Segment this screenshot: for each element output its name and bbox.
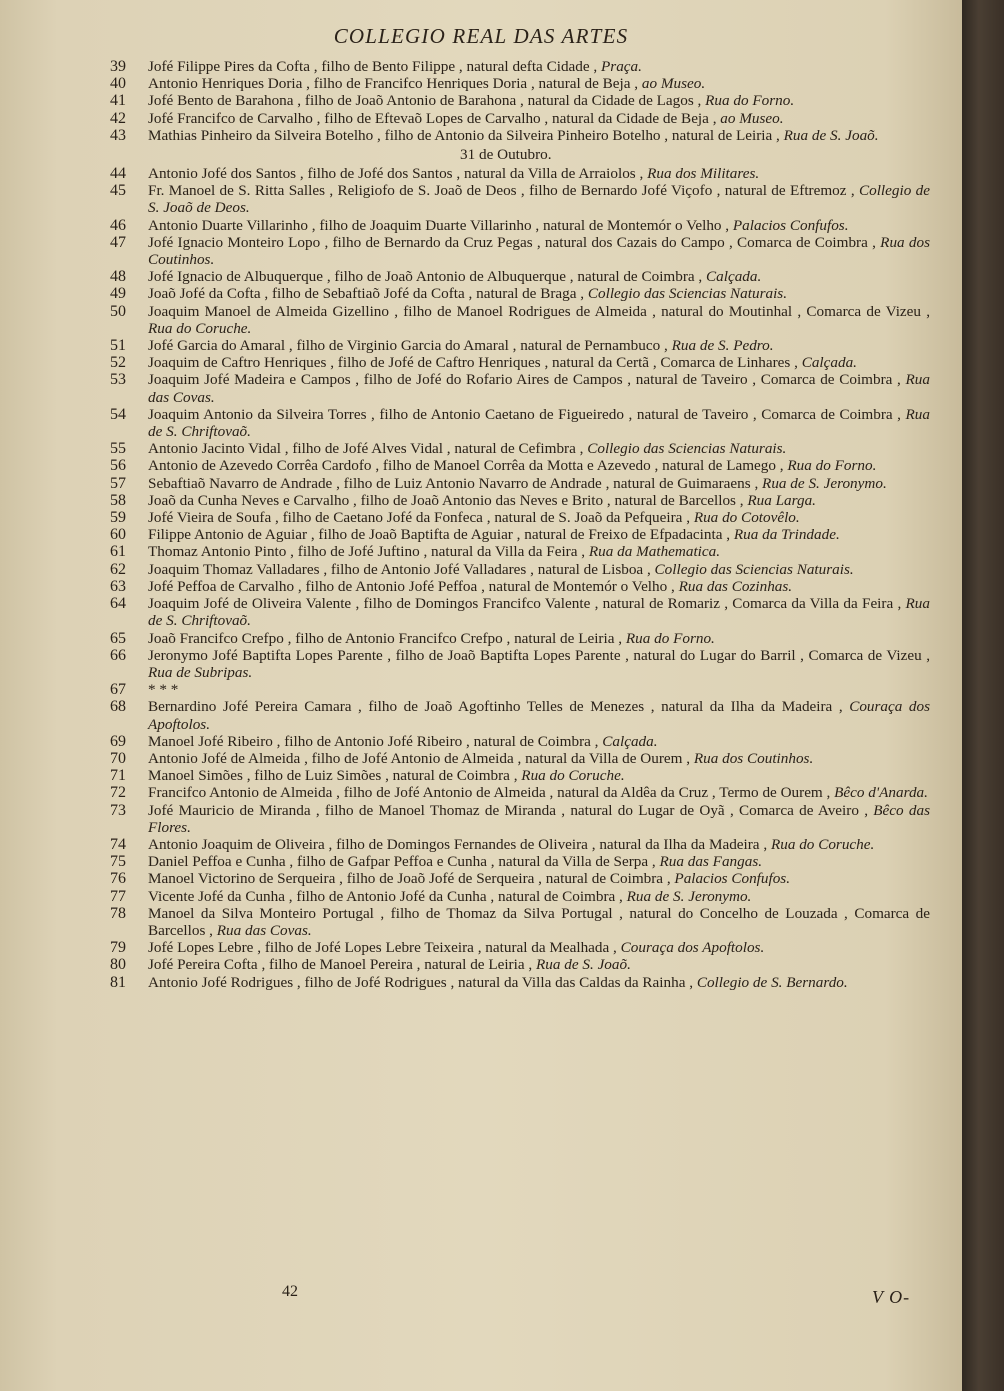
entry-description: Manoel Victorino de Serqueira , filho de Joaõ Jofé de Serqueira , natural de Coimbra , — [148, 870, 675, 888]
entry-number: 51 — [110, 337, 126, 355]
entry-address: Calçada. — [602, 732, 658, 750]
entry-number: 46 — [110, 216, 126, 234]
entry-number: 50 — [110, 302, 126, 320]
entry-address: Bêco d'Anarda. — [834, 784, 928, 802]
entry-address: Rua de S. Jeronymo. — [762, 474, 887, 492]
entry-number: 72 — [110, 784, 126, 802]
entry-text — [148, 371, 930, 405]
entry-description: Manoel Jofé Ribeiro , filho de Antonio Jofé Ribeiro , natural de Coimbra , — [148, 732, 603, 750]
entry-text — [148, 127, 930, 144]
register-entry — [110, 802, 930, 836]
entry-address: Rua de S. Jeronymo. — [626, 887, 752, 905]
entry-description: Jofé Ignacio de Albuquerque , filho de Joaõ Antonio de Albuquerque , natural de Coimbra , — [148, 268, 707, 286]
entry-text — [148, 303, 930, 337]
entry-description: Antonio Jofé dos Santos , filho de Jofé dos Santos , natural da Villa de Arraiolos , — [148, 165, 648, 183]
entry-description: Antonio Duarte Villarinho , filho de Joaquim Duarte Villarinho , natural de Montemór o Velho , — [148, 216, 733, 234]
entry-address: Bêco das Flores. — [148, 801, 930, 836]
entry-number: 81 — [110, 973, 126, 991]
page-header: COLLEGIO REAL DAS ARTES — [333, 24, 629, 48]
entry-number: 44 — [110, 165, 126, 183]
register-entry — [110, 234, 930, 268]
register-entry — [110, 767, 930, 784]
entry-text — [148, 217, 930, 234]
entry-number: 78 — [110, 904, 126, 922]
entry-description: Antonio de Azevedo Corrêa Cardofo , filho de Manoel Corrêa da Motta e Azevedo , natural de Lamego , — [148, 457, 788, 475]
entry-text — [148, 733, 930, 750]
register-entry — [110, 784, 930, 801]
entry-text — [148, 595, 930, 629]
entry-number: 39 — [110, 58, 126, 75]
entry-address: Collegio das Sciencias Naturais. — [654, 560, 854, 578]
entry-address: ao Museo. — [641, 75, 706, 93]
register-entry — [110, 543, 930, 560]
entry-description: Antonio Henriques Doria , filho de Francifco Henriques Doria , natural de Beja , — [148, 75, 642, 93]
page-number: 42 — [282, 1283, 298, 1300]
entry-description: Joaõ da Cunha Neves e Carvalho , filho de Joaõ Antonio das Neves e Brito , natural de Barcellos , — [148, 491, 748, 509]
entry-text — [148, 905, 930, 939]
register-entry — [110, 939, 930, 956]
register-entry — [110, 75, 930, 92]
entry-address: ao Museo. — [720, 109, 784, 127]
entry-address: Rua de S. Joaõ. — [783, 126, 879, 144]
entry-number: 48 — [110, 268, 126, 286]
register-entry — [110, 853, 930, 870]
entry-text — [148, 784, 930, 801]
entry-number: 52 — [110, 354, 126, 372]
entry-address: Rua do Forno. — [787, 457, 877, 475]
entry-description: Joaquim Jofé de Oliveira Valente , filho de Domingos Francifco Valente , natural de Romariz , Comarca da Villa da Feira , — [148, 595, 906, 613]
register-entry — [110, 870, 930, 887]
entry-description: Fr. Manoel de S. Ritta Salles , Religiofo de S. Joaõ de Deos , filho de Bernardo Jofé Viçofo , natural de Eftremoz , — [148, 182, 859, 200]
entry-number: 43 — [110, 126, 126, 144]
entry-address: Rua da Trindade. — [733, 526, 840, 544]
entry-address: Rua do Coruche. — [521, 767, 625, 785]
entry-number: 62 — [110, 560, 126, 578]
entry-address: Rua das Covas. — [148, 371, 930, 406]
entry-description: Bernardino Jofé Pereira Camara , filho de Joaõ Agoftinho Telles de Menezes , natural da Ilha da Madeira , — [148, 698, 850, 716]
entry-number: 45 — [110, 182, 126, 200]
entry-text — [148, 853, 930, 870]
entry-description: Antonio Jofé de Almeida , filho de Jofé Antonio de Almeida , natural da Villa de Ourem , — [148, 749, 694, 767]
register-entry — [110, 354, 930, 371]
entry-text — [148, 561, 930, 578]
register-entry — [110, 974, 930, 991]
entry-address: Rua do Coruche. — [770, 835, 875, 853]
entry-address: Collegio de S. Joaõ de Deos. — [148, 182, 930, 217]
entry-description: Jofé Bento de Barahona , filho de Joaõ Antonio de Barahona , natural da Cidade de Lagos , — [148, 92, 706, 110]
entry-number: 67 — [110, 681, 126, 699]
entry-description: Jofé Filippe Pires da Cofta , filho de Bento Filippe , natural defta Cidade , — [148, 58, 601, 75]
entry-number: 53 — [110, 371, 126, 389]
entry-number: 47 — [110, 233, 126, 251]
entry-address: Rua do Forno. — [705, 92, 795, 110]
entry-description: Antonio Joaquim de Oliveira , filho de Domingos Fernandes de Oliveira , natural da Ilha da Madeira , — [148, 835, 771, 853]
entry-text — [148, 647, 930, 681]
register-entry — [110, 578, 930, 595]
entry-address: Rua das Fangas. — [659, 853, 763, 871]
entry-number: 61 — [110, 543, 126, 561]
entry-text — [148, 956, 930, 973]
entry-address: Rua do Cotovêlo. — [693, 509, 800, 527]
entry-address: Rua de S. Joaõ. — [535, 956, 631, 974]
entry-description: Jofé Ignacio Monteiro Lopo , filho de Bernardo da Cruz Pegas , natural dos Cazais do Campo , Comarca de Coimbra , — [148, 233, 881, 251]
entry-address: Rua de Subripas. — [148, 663, 253, 681]
entry-text — [148, 457, 930, 474]
entry-text — [148, 285, 930, 302]
entry-number: 65 — [110, 629, 126, 647]
register-entry — [110, 440, 930, 457]
entry-text — [148, 268, 930, 285]
entry-number: 55 — [110, 440, 126, 458]
entry-description: Manoel da Silva Monteiro Portugal , filho de Thomaz da Silva Portugal , natural do Concelho de Louzada , Comarca de Barcellos , — [148, 904, 930, 939]
register-entry — [110, 110, 930, 127]
entry-text — [148, 110, 930, 127]
register-entry — [110, 956, 930, 973]
entry-description: Joaquim Antonio da Silveira Torres , filho de Antonio Caetano de Figueiredo , natural de Taveiro , Comarca de Coimbra , — [148, 405, 906, 423]
register-entry — [110, 92, 930, 109]
register-entry — [110, 647, 930, 681]
register-entry — [110, 905, 930, 939]
entry-address: Collegio de S. Bernardo. — [696, 973, 848, 991]
entry-text — [148, 75, 930, 92]
entry-address: Collegio das Sciencias Naturais. — [587, 440, 787, 458]
book-spine — [962, 0, 1004, 1391]
catchword: V O- — [872, 1287, 911, 1307]
entry-description: Manoel Simões , filho de Luiz Simões , natural de Coimbra , — [148, 767, 522, 785]
entry-address: Calçada. — [801, 354, 857, 372]
entry-description: Thomaz Antonio Pinto , filho de Jofé Juftino , natural da Villa da Feira , — [148, 543, 589, 561]
entry-text — [148, 182, 930, 216]
register-entry — [110, 371, 930, 405]
entry-number: 59 — [110, 509, 126, 527]
entry-address: Rua dos Coutinhos. — [693, 749, 814, 767]
register-entry — [110, 475, 930, 492]
register-entry — [110, 285, 930, 302]
register-entry — [110, 165, 930, 182]
register-entry — [110, 58, 930, 75]
entry-text — [148, 888, 930, 905]
entry-address: Rua da Mathematica. — [588, 543, 721, 561]
entry-number: 56 — [110, 457, 126, 475]
entry-address: Rua do Forno. — [625, 629, 715, 647]
entry-number: 74 — [110, 835, 126, 853]
entry-description: Joaõ Francifco Crefpo , filho de Antonio Francifco Crefpo , natural de Leiria , — [148, 629, 626, 647]
register-entry — [110, 750, 930, 767]
entry-description: Sebaftiaõ Navarro de Andrade , filho de Luiz Antonio Navarro de Andrade , natural de Guimaraens , — [148, 474, 763, 492]
register-entry — [110, 836, 930, 853]
entry-address: Couraça dos Apoftolos. — [620, 939, 765, 957]
entry-number: 75 — [110, 853, 126, 871]
entry-text — [148, 681, 930, 698]
entry-description: Francifco Antonio de Almeida , filho de Jofé Antonio de Almeida , natural da Aldêa da Cruz , Termo de Ourem , — [148, 784, 835, 802]
register-entry — [110, 733, 930, 750]
entry-description: Jofé Vieira de Soufa , filho de Caetano Jofé da Fonfeca , natural de S. Joaõ da Pefqueira , — [148, 509, 694, 527]
register-entry — [110, 630, 930, 647]
date-heading: 31 de Outubro. — [460, 146, 552, 164]
entry-description: Joaõ Jofé da Cofta , filho de Sebaftiaõ Jofé da Cofta , natural de Braga , — [148, 285, 588, 303]
entry-description: Joaquim de Caftro Henriques , filho de Jofé de Caftro Henriques , natural da Certã , Comarca de Linhares , — [148, 354, 802, 372]
entry-text — [148, 630, 930, 647]
entry-address: Rua de S. Chriftovaõ. — [148, 405, 930, 441]
entry-address: Palacios Confufos. — [732, 216, 849, 234]
entry-description: Jeronymo Jofé Baptifta Lopes Parente , filho de Joaõ Baptifta Lopes Parente , natural do Lugar do Barril , Comarca de Vizeu , — [148, 646, 930, 664]
entry-number: 69 — [110, 732, 126, 750]
register-entry — [110, 698, 930, 732]
entry-number: 71 — [110, 767, 126, 785]
register-entry — [110, 303, 930, 337]
entry-number: 54 — [110, 405, 126, 423]
entry-text — [148, 509, 930, 526]
entry-description: Mathias Pinheiro da Silveira Botelho , filho de Antonio da Silveira Pinheiro Botelho , natural de Leiria , — [148, 126, 784, 144]
entry-address: Rua das Covas. — [216, 921, 312, 939]
entry-description: Joaquim Thomaz Valladares , filho de Antonio Jofé Valladares , natural de Lisboa , — [148, 560, 655, 578]
entry-text — [148, 750, 930, 767]
entry-description: Vicente Jofé da Cunha , filho de Antonio Jofé da Cunha , natural de Coimbra , — [148, 887, 627, 905]
entry-description: Jofé Garcia do Amaral , filho de Virginio Garcia do Amaral , natural de Pernambuco , — [148, 337, 672, 355]
entry-number: 68 — [110, 698, 126, 716]
entry-text — [148, 406, 930, 440]
entry-number: 60 — [110, 526, 126, 544]
entry-number: 73 — [110, 801, 126, 819]
entry-description: Jofé Lopes Lebre , filho de Jofé Lopes Lebre Teixeira , natural da Mealhada , — [148, 939, 621, 957]
entry-description: Antonio Jacinto Vidal , filho de Jofé Alves Vidal , natural de Cefimbra , — [148, 440, 588, 458]
register-entry — [110, 888, 930, 905]
entry-number: 70 — [110, 749, 126, 767]
student-register-list — [110, 58, 930, 991]
register-entry — [110, 457, 930, 474]
entry-address: Couraça dos Apoftolos. — [148, 698, 930, 733]
entry-text — [148, 543, 930, 560]
register-entry — [110, 561, 930, 578]
register-entry — [110, 526, 930, 543]
entry-description: * * * — [148, 681, 179, 699]
register-entry — [110, 127, 930, 144]
entry-text — [148, 234, 930, 268]
entry-text — [148, 354, 930, 371]
entry-text — [148, 440, 930, 457]
entry-number: 77 — [110, 887, 126, 905]
register-entry — [110, 217, 930, 234]
entry-text — [148, 92, 930, 109]
entry-text — [148, 939, 930, 956]
entry-number: 49 — [110, 285, 126, 303]
entry-text — [148, 58, 930, 75]
entry-number: 76 — [110, 870, 126, 888]
register-entry — [110, 406, 930, 440]
entry-text — [148, 836, 930, 853]
register-entry — [110, 182, 930, 216]
register-entry — [110, 509, 930, 526]
entry-number: 63 — [110, 577, 126, 595]
entry-number: 58 — [110, 491, 126, 509]
entry-description: Joaquim Manoel de Almeida Gizellino , filho de Manoel Rodrigues de Almeida , natural do Moutinhal , Comarca de Vizeu , — [148, 302, 930, 320]
entry-text — [148, 870, 930, 887]
register-entry — [110, 681, 930, 698]
entry-address: Palacios Confufos. — [674, 870, 791, 888]
entry-text — [148, 492, 930, 509]
entry-address: Rua das Cozinhas. — [678, 577, 793, 595]
entry-number: 42 — [110, 109, 126, 127]
entry-text — [148, 802, 930, 836]
entry-description: Jofé Pereira Cofta , filho de Manoel Pereira , natural de Leiria , — [148, 956, 536, 974]
entry-number: 41 — [110, 92, 126, 110]
entry-text — [148, 698, 930, 732]
entry-address: Rua dos Coutinhos. — [148, 233, 930, 269]
entry-description: Joaquim Jofé Madeira e Campos , filho de Jofé do Rofario Aires de Campos , natural de Taveiro , Comarca de Coimbra , — [148, 371, 906, 389]
entry-text — [148, 337, 930, 354]
entry-address: Calçada. — [706, 268, 762, 286]
entry-description: Jofé Francifco de Carvalho , filho de Eftevaõ Lopes de Carvalho , natural da Cidade de Beja , — [148, 109, 721, 127]
register-entry — [110, 337, 930, 354]
entry-description: Filippe Antonio de Aguiar , filho de Joaõ Baptifta de Aguiar , natural de Freixo de Efpadacinta , — [148, 526, 734, 544]
entry-number: 57 — [110, 474, 126, 492]
entry-description: Antonio Jofé Rodrigues , filho de Jofé Rodrigues , natural da Villa das Caldas da Rainha , — [148, 973, 697, 991]
entry-address: Rua Larga. — [747, 491, 816, 509]
entry-address: Praça. — [601, 58, 642, 75]
register-entry — [110, 268, 930, 285]
entry-address: Rua de S. Pedro. — [671, 337, 774, 355]
entry-text — [148, 526, 930, 543]
entry-text — [148, 165, 930, 182]
entry-text — [148, 578, 930, 595]
entry-text — [148, 475, 930, 492]
entry-address: Rua de S. Chriftovaõ. — [148, 595, 930, 630]
entry-text — [148, 974, 930, 991]
entry-address: Rua do Coruche. — [148, 319, 252, 337]
entry-description: Jofé Mauricio de Miranda , filho de Manoel Thomaz de Miranda , natural do Lugar de Oyã , Comarca de Aveiro , — [148, 801, 874, 819]
register-entry — [110, 492, 930, 509]
entry-description: Jofé Peffoa de Carvalho , filho de Antonio Jofé Peffoa , natural de Montemór o Velho , — [148, 577, 679, 595]
entry-address: Rua dos Militares. — [647, 165, 760, 183]
entry-number: 40 — [110, 75, 126, 93]
entry-number: 66 — [110, 646, 126, 664]
entry-number: 64 — [110, 595, 126, 613]
register-entry — [110, 595, 930, 629]
entry-number: 80 — [110, 956, 126, 974]
entry-text — [148, 767, 930, 784]
entry-number: 79 — [110, 939, 126, 957]
entry-address: Collegio das Sciencias Naturais. — [587, 285, 787, 303]
entry-description: Daniel Peffoa e Cunha , filho de Gafpar Peffoa e Cunha , natural da Villa de Serpa , — [148, 853, 660, 871]
